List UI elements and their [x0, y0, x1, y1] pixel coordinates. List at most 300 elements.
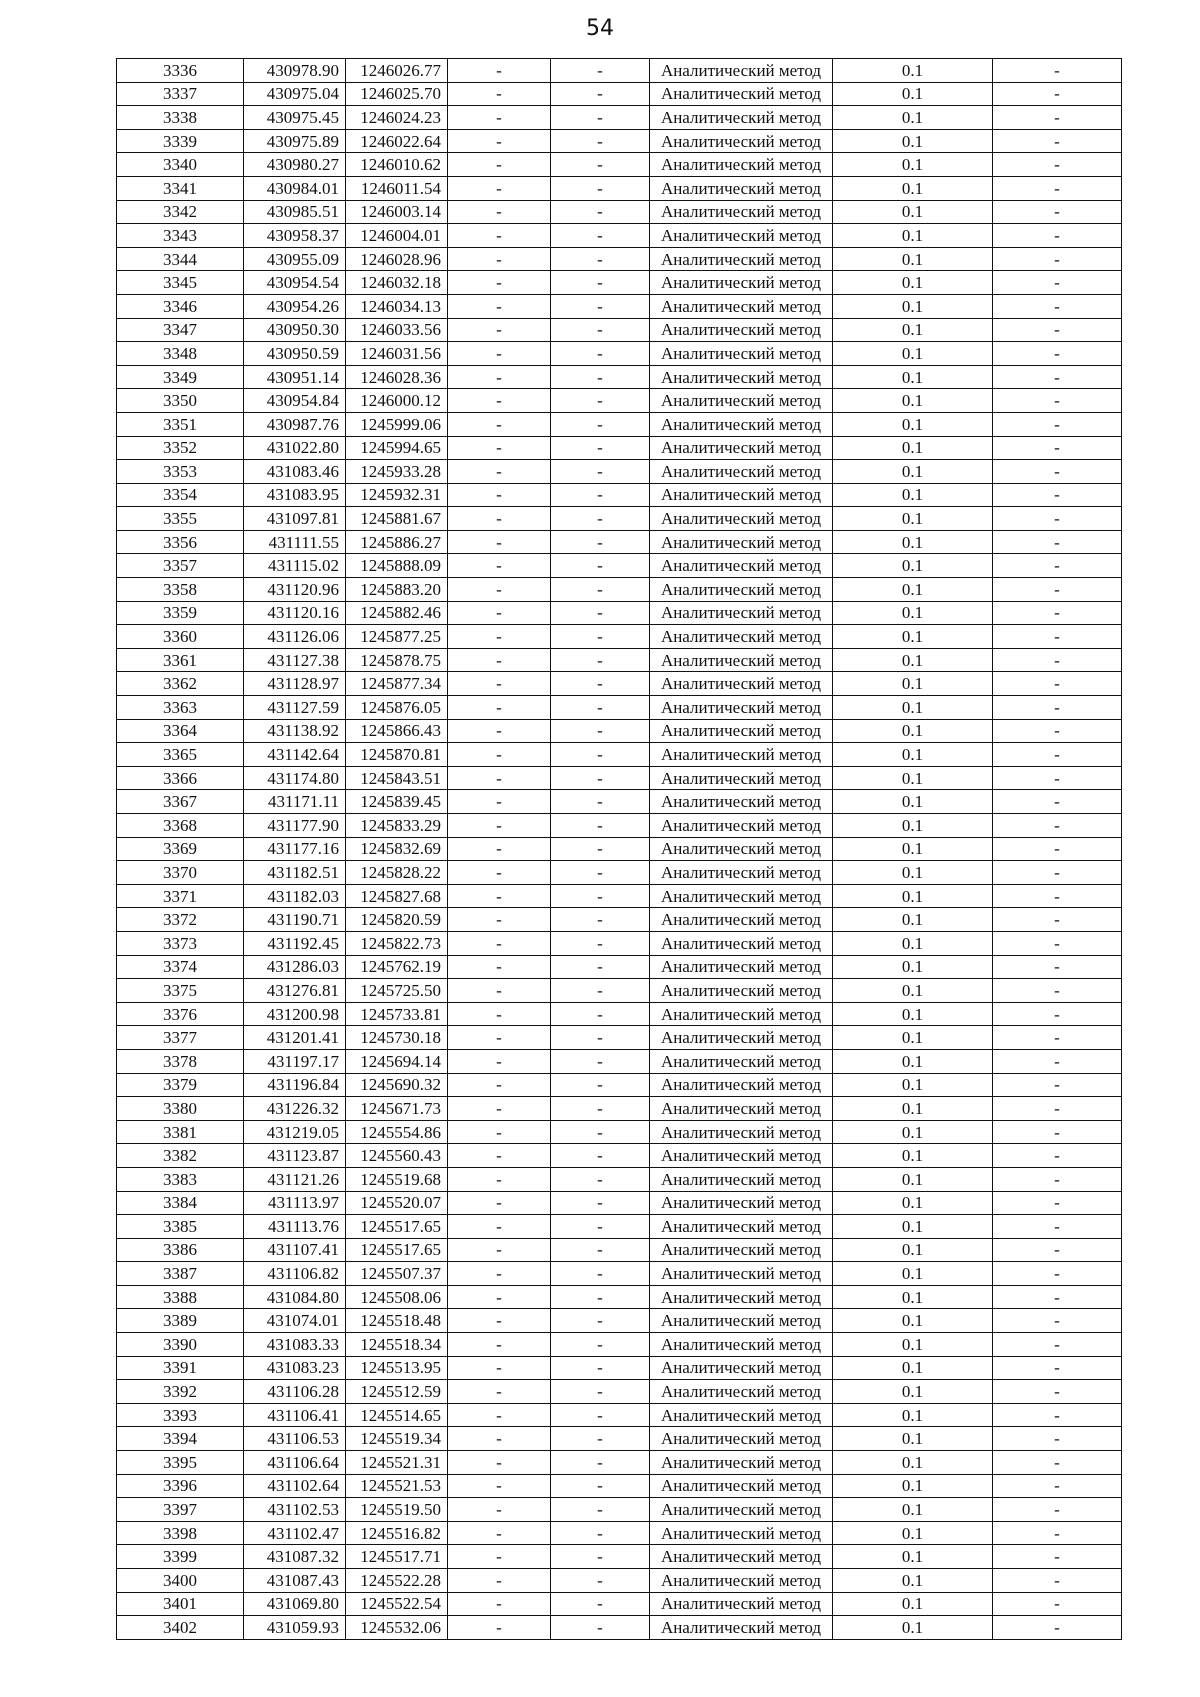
accuracy-cell: 0.1 [833, 153, 993, 177]
table-row [117, 837, 1122, 861]
point-number-cell: 3356 [117, 530, 244, 554]
dash-cell-3: - [993, 1238, 1122, 1262]
dash-cell-2: - [551, 436, 650, 460]
table-row [117, 224, 1122, 248]
x-coordinate-cell: 431197.17 [244, 1049, 346, 1073]
table-row [117, 1191, 1122, 1215]
x-coordinate-cell: 430975.45 [244, 106, 346, 130]
dash-cell-3: - [993, 389, 1122, 413]
table-row [117, 1403, 1122, 1427]
dash-cell-3: - [993, 507, 1122, 531]
x-coordinate-cell: 431069.80 [244, 1592, 346, 1616]
table-row [117, 1002, 1122, 1026]
dash-cell-3: - [993, 1097, 1122, 1121]
dash-cell-3: - [993, 318, 1122, 342]
accuracy-cell: 0.1 [833, 648, 993, 672]
dash-cell-2: - [551, 1191, 650, 1215]
point-number-cell: 3383 [117, 1167, 244, 1191]
dash-cell-2: - [551, 82, 650, 106]
method-cell: Аналитический метод [650, 1144, 833, 1168]
y-coordinate-cell: 1245521.53 [346, 1474, 448, 1498]
dash-cell-2: - [551, 1049, 650, 1073]
dash-cell-3: - [993, 82, 1122, 106]
table-row [117, 884, 1122, 908]
dash-cell-3: - [993, 1191, 1122, 1215]
method-cell: Аналитический метод [650, 294, 833, 318]
method-cell: Аналитический метод [650, 1262, 833, 1286]
dash-cell-1: - [448, 861, 551, 885]
table-row [117, 294, 1122, 318]
dash-cell-2: - [551, 766, 650, 790]
dash-cell-1: - [448, 412, 551, 436]
dash-cell-2: - [551, 1285, 650, 1309]
dash-cell-3: - [993, 861, 1122, 885]
x-coordinate-cell: 430954.84 [244, 389, 346, 413]
dash-cell-1: - [448, 1403, 551, 1427]
y-coordinate-cell: 1246032.18 [346, 271, 448, 295]
accuracy-cell: 0.1 [833, 814, 993, 838]
x-coordinate-cell: 431059.93 [244, 1616, 346, 1640]
table-row [117, 1049, 1122, 1073]
dash-cell-1: - [448, 389, 551, 413]
y-coordinate-cell: 1245933.28 [346, 460, 448, 484]
method-cell: Аналитический метод [650, 696, 833, 720]
dash-cell-2: - [551, 790, 650, 814]
dash-cell-1: - [448, 247, 551, 271]
dash-cell-1: - [448, 106, 551, 130]
y-coordinate-cell: 1245733.81 [346, 1002, 448, 1026]
dash-cell-1: - [448, 1545, 551, 1569]
y-coordinate-cell: 1245839.45 [346, 790, 448, 814]
dash-cell-2: - [551, 1498, 650, 1522]
accuracy-cell: 0.1 [833, 790, 993, 814]
dash-cell-3: - [993, 1616, 1122, 1640]
method-cell: Аналитический метод [650, 1521, 833, 1545]
x-coordinate-cell: 430955.09 [244, 247, 346, 271]
dash-cell-2: - [551, 861, 650, 885]
dash-cell-1: - [448, 294, 551, 318]
dash-cell-1: - [448, 1356, 551, 1380]
y-coordinate-cell: 1245820.59 [346, 908, 448, 932]
table-row [117, 129, 1122, 153]
table-row [117, 59, 1122, 83]
y-coordinate-cell: 1246028.96 [346, 247, 448, 271]
x-coordinate-cell: 431106.28 [244, 1380, 346, 1404]
dash-cell-3: - [993, 814, 1122, 838]
dash-cell-1: - [448, 483, 551, 507]
dash-cell-1: - [448, 460, 551, 484]
dash-cell-3: - [993, 837, 1122, 861]
table-row [117, 436, 1122, 460]
accuracy-cell: 0.1 [833, 1451, 993, 1475]
method-cell: Аналитический метод [650, 1569, 833, 1593]
x-coordinate-cell: 430954.54 [244, 271, 346, 295]
dash-cell-3: - [993, 648, 1122, 672]
accuracy-cell: 0.1 [833, 837, 993, 861]
dash-cell-3: - [993, 200, 1122, 224]
accuracy-cell: 0.1 [833, 1498, 993, 1522]
dash-cell-2: - [551, 507, 650, 531]
method-cell: Аналитический метод [650, 1167, 833, 1191]
table-row [117, 908, 1122, 932]
dash-cell-1: - [448, 1049, 551, 1073]
accuracy-cell: 0.1 [833, 1474, 993, 1498]
accuracy-cell: 0.1 [833, 979, 993, 1003]
accuracy-cell: 0.1 [833, 247, 993, 271]
point-number-cell: 3401 [117, 1592, 244, 1616]
y-coordinate-cell: 1245513.95 [346, 1356, 448, 1380]
y-coordinate-cell: 1245832.69 [346, 837, 448, 861]
point-number-cell: 3378 [117, 1049, 244, 1073]
y-coordinate-cell: 1246000.12 [346, 389, 448, 413]
x-coordinate-cell: 431120.16 [244, 601, 346, 625]
x-coordinate-cell: 431127.59 [244, 696, 346, 720]
point-number-cell: 3346 [117, 294, 244, 318]
point-number-cell: 3360 [117, 625, 244, 649]
y-coordinate-cell: 1246022.64 [346, 129, 448, 153]
dash-cell-2: - [551, 696, 650, 720]
dash-cell-1: - [448, 1521, 551, 1545]
dash-cell-2: - [551, 318, 650, 342]
x-coordinate-cell: 430950.59 [244, 342, 346, 366]
x-coordinate-cell: 431106.41 [244, 1403, 346, 1427]
table-row [117, 1120, 1122, 1144]
point-number-cell: 3343 [117, 224, 244, 248]
x-coordinate-cell: 431127.38 [244, 648, 346, 672]
x-coordinate-cell: 431087.32 [244, 1545, 346, 1569]
dash-cell-2: - [551, 743, 650, 767]
y-coordinate-cell: 1245994.65 [346, 436, 448, 460]
y-coordinate-cell: 1245694.14 [346, 1049, 448, 1073]
point-number-cell: 3365 [117, 743, 244, 767]
dash-cell-3: - [993, 696, 1122, 720]
point-number-cell: 3352 [117, 436, 244, 460]
accuracy-cell: 0.1 [833, 271, 993, 295]
dash-cell-3: - [993, 1569, 1122, 1593]
point-number-cell: 3390 [117, 1333, 244, 1357]
point-number-cell: 3353 [117, 460, 244, 484]
point-number-cell: 3336 [117, 59, 244, 83]
table-row [117, 554, 1122, 578]
dash-cell-2: - [551, 1002, 650, 1026]
accuracy-cell: 0.1 [833, 1616, 993, 1640]
dash-cell-2: - [551, 1333, 650, 1357]
dash-cell-3: - [993, 884, 1122, 908]
table-row [117, 1097, 1122, 1121]
method-cell: Аналитический метод [650, 1238, 833, 1262]
dash-cell-2: - [551, 129, 650, 153]
table-row [117, 247, 1122, 271]
dash-cell-3: - [993, 672, 1122, 696]
accuracy-cell: 0.1 [833, 1380, 993, 1404]
table-row [117, 696, 1122, 720]
dash-cell-3: - [993, 1427, 1122, 1451]
dash-cell-2: - [551, 271, 650, 295]
accuracy-cell: 0.1 [833, 1309, 993, 1333]
dash-cell-2: - [551, 1474, 650, 1498]
point-number-cell: 3386 [117, 1238, 244, 1262]
accuracy-cell: 0.1 [833, 460, 993, 484]
point-number-cell: 3397 [117, 1498, 244, 1522]
method-cell: Аналитический метод [650, 578, 833, 602]
point-number-cell: 3369 [117, 837, 244, 861]
table-row [117, 460, 1122, 484]
x-coordinate-cell: 431171.11 [244, 790, 346, 814]
y-coordinate-cell: 1246003.14 [346, 200, 448, 224]
dash-cell-3: - [993, 1474, 1122, 1498]
accuracy-cell: 0.1 [833, 1097, 993, 1121]
x-coordinate-cell: 431192.45 [244, 931, 346, 955]
point-number-cell: 3345 [117, 271, 244, 295]
x-coordinate-cell: 431174.80 [244, 766, 346, 790]
dash-cell-3: - [993, 1120, 1122, 1144]
dash-cell-1: - [448, 1451, 551, 1475]
dash-cell-2: - [551, 530, 650, 554]
dash-cell-3: - [993, 908, 1122, 932]
dash-cell-2: - [551, 814, 650, 838]
method-cell: Аналитический метод [650, 530, 833, 554]
dash-cell-1: - [448, 790, 551, 814]
dash-cell-1: - [448, 578, 551, 602]
dash-cell-1: - [448, 342, 551, 366]
dash-cell-2: - [551, 979, 650, 1003]
y-coordinate-cell: 1246028.36 [346, 365, 448, 389]
accuracy-cell: 0.1 [833, 1167, 993, 1191]
point-number-cell: 3370 [117, 861, 244, 885]
x-coordinate-cell: 430978.90 [244, 59, 346, 83]
dash-cell-3: - [993, 743, 1122, 767]
method-cell: Аналитический метод [650, 59, 833, 83]
accuracy-cell: 0.1 [833, 1285, 993, 1309]
y-coordinate-cell: 1245519.34 [346, 1427, 448, 1451]
point-number-cell: 3379 [117, 1073, 244, 1097]
method-cell: Аналитический метод [650, 979, 833, 1003]
x-coordinate-cell: 431083.33 [244, 1333, 346, 1357]
method-cell: Аналитический метод [650, 106, 833, 130]
table-row [117, 719, 1122, 743]
y-coordinate-cell: 1245883.20 [346, 578, 448, 602]
accuracy-cell: 0.1 [833, 365, 993, 389]
dash-cell-3: - [993, 436, 1122, 460]
coordinates-table [116, 58, 1122, 1640]
accuracy-cell: 0.1 [833, 884, 993, 908]
table-row [117, 507, 1122, 531]
dash-cell-2: - [551, 601, 650, 625]
dash-cell-3: - [993, 1026, 1122, 1050]
dash-cell-2: - [551, 1238, 650, 1262]
accuracy-cell: 0.1 [833, 412, 993, 436]
dash-cell-3: - [993, 365, 1122, 389]
y-coordinate-cell: 1245522.28 [346, 1569, 448, 1593]
dash-cell-1: - [448, 1238, 551, 1262]
dash-cell-2: - [551, 1380, 650, 1404]
dash-cell-2: - [551, 1215, 650, 1239]
table-body [117, 59, 1122, 1640]
dash-cell-2: - [551, 1569, 650, 1593]
method-cell: Аналитический метод [650, 247, 833, 271]
dash-cell-1: - [448, 436, 551, 460]
method-cell: Аналитический метод [650, 200, 833, 224]
dash-cell-3: - [993, 1403, 1122, 1427]
dash-cell-3: - [993, 1144, 1122, 1168]
dash-cell-3: - [993, 1498, 1122, 1522]
point-number-cell: 3340 [117, 153, 244, 177]
dash-cell-1: - [448, 224, 551, 248]
method-cell: Аналитический метод [650, 837, 833, 861]
dash-cell-1: - [448, 153, 551, 177]
method-cell: Аналитический метод [650, 625, 833, 649]
point-number-cell: 3371 [117, 884, 244, 908]
table-row [117, 389, 1122, 413]
y-coordinate-cell: 1245517.65 [346, 1215, 448, 1239]
dash-cell-2: - [551, 365, 650, 389]
table-row [117, 1215, 1122, 1239]
point-number-cell: 3387 [117, 1262, 244, 1286]
dash-cell-1: - [448, 1073, 551, 1097]
dash-cell-3: - [993, 979, 1122, 1003]
dash-cell-1: - [448, 1616, 551, 1640]
method-cell: Аналитический метод [650, 1474, 833, 1498]
x-coordinate-cell: 430984.01 [244, 176, 346, 200]
dash-cell-2: - [551, 578, 650, 602]
dash-cell-1: - [448, 1120, 551, 1144]
dash-cell-1: - [448, 979, 551, 1003]
method-cell: Аналитический метод [650, 389, 833, 413]
dash-cell-3: - [993, 766, 1122, 790]
dash-cell-1: - [448, 129, 551, 153]
dash-cell-2: - [551, 342, 650, 366]
dash-cell-3: - [993, 1285, 1122, 1309]
point-number-cell: 3389 [117, 1309, 244, 1333]
accuracy-cell: 0.1 [833, 1356, 993, 1380]
dash-cell-1: - [448, 318, 551, 342]
dash-cell-2: - [551, 153, 650, 177]
dash-cell-1: - [448, 908, 551, 932]
dash-cell-2: - [551, 1616, 650, 1640]
method-cell: Аналитический метод [650, 224, 833, 248]
method-cell: Аналитический метод [650, 460, 833, 484]
dash-cell-1: - [448, 766, 551, 790]
accuracy-cell: 0.1 [833, 554, 993, 578]
method-cell: Аналитический метод [650, 1545, 833, 1569]
method-cell: Аналитический метод [650, 1616, 833, 1640]
y-coordinate-cell: 1245828.22 [346, 861, 448, 885]
dash-cell-1: - [448, 1333, 551, 1357]
y-coordinate-cell: 1245888.09 [346, 554, 448, 578]
point-number-cell: 3392 [117, 1380, 244, 1404]
method-cell: Аналитический метод [650, 672, 833, 696]
table-row [117, 1262, 1122, 1286]
table-row [117, 1569, 1122, 1593]
point-number-cell: 3395 [117, 1451, 244, 1475]
point-number-cell: 3349 [117, 365, 244, 389]
method-cell: Аналитический метод [650, 271, 833, 295]
method-cell: Аналитический метод [650, 1451, 833, 1475]
point-number-cell: 3358 [117, 578, 244, 602]
point-number-cell: 3384 [117, 1191, 244, 1215]
y-coordinate-cell: 1245878.75 [346, 648, 448, 672]
y-coordinate-cell: 1245882.46 [346, 601, 448, 625]
x-coordinate-cell: 430954.26 [244, 294, 346, 318]
dash-cell-3: - [993, 483, 1122, 507]
table-row [117, 82, 1122, 106]
x-coordinate-cell: 431074.01 [244, 1309, 346, 1333]
table-row [117, 1616, 1122, 1640]
y-coordinate-cell: 1246025.70 [346, 82, 448, 106]
dash-cell-1: - [448, 1191, 551, 1215]
dash-cell-1: - [448, 1262, 551, 1286]
dash-cell-1: - [448, 884, 551, 908]
dash-cell-3: - [993, 247, 1122, 271]
table-row [117, 931, 1122, 955]
dash-cell-3: - [993, 719, 1122, 743]
table-row [117, 814, 1122, 838]
x-coordinate-cell: 431087.43 [244, 1569, 346, 1593]
method-cell: Аналитический метод [650, 1356, 833, 1380]
method-cell: Аналитический метод [650, 436, 833, 460]
dash-cell-3: - [993, 412, 1122, 436]
table-row [117, 1427, 1122, 1451]
table-row [117, 1474, 1122, 1498]
dash-cell-3: - [993, 59, 1122, 83]
x-coordinate-cell: 431083.23 [244, 1356, 346, 1380]
point-number-cell: 3338 [117, 106, 244, 130]
dash-cell-3: - [993, 1592, 1122, 1616]
dash-cell-2: - [551, 1097, 650, 1121]
accuracy-cell: 0.1 [833, 1191, 993, 1215]
x-coordinate-cell: 431022.80 [244, 436, 346, 460]
dash-cell-1: - [448, 82, 551, 106]
y-coordinate-cell: 1245554.86 [346, 1120, 448, 1144]
method-cell: Аналитический метод [650, 365, 833, 389]
x-coordinate-cell: 430975.04 [244, 82, 346, 106]
accuracy-cell: 0.1 [833, 483, 993, 507]
dash-cell-2: - [551, 908, 650, 932]
dash-cell-2: - [551, 1521, 650, 1545]
dash-cell-2: - [551, 554, 650, 578]
dash-cell-2: - [551, 1144, 650, 1168]
x-coordinate-cell: 431102.53 [244, 1498, 346, 1522]
accuracy-cell: 0.1 [833, 861, 993, 885]
accuracy-cell: 0.1 [833, 1049, 993, 1073]
method-cell: Аналитический метод [650, 955, 833, 979]
dash-cell-2: - [551, 719, 650, 743]
dash-cell-1: - [448, 365, 551, 389]
method-cell: Аналитический метод [650, 719, 833, 743]
x-coordinate-cell: 431097.81 [244, 507, 346, 531]
x-coordinate-cell: 431226.32 [244, 1097, 346, 1121]
y-coordinate-cell: 1245521.31 [346, 1451, 448, 1475]
x-coordinate-cell: 430980.27 [244, 153, 346, 177]
x-coordinate-cell: 431177.90 [244, 814, 346, 838]
y-coordinate-cell: 1245881.67 [346, 507, 448, 531]
dash-cell-2: - [551, 884, 650, 908]
dash-cell-1: - [448, 1569, 551, 1593]
dash-cell-2: - [551, 672, 650, 696]
dash-cell-1: - [448, 1592, 551, 1616]
accuracy-cell: 0.1 [833, 908, 993, 932]
dash-cell-1: - [448, 1309, 551, 1333]
dash-cell-1: - [448, 1474, 551, 1498]
dash-cell-2: - [551, 1073, 650, 1097]
method-cell: Аналитический метод [650, 743, 833, 767]
x-coordinate-cell: 431201.41 [244, 1026, 346, 1050]
y-coordinate-cell: 1246026.77 [346, 59, 448, 83]
accuracy-cell: 0.1 [833, 389, 993, 413]
y-coordinate-cell: 1245866.43 [346, 719, 448, 743]
dash-cell-1: - [448, 1167, 551, 1191]
table-row [117, 318, 1122, 342]
